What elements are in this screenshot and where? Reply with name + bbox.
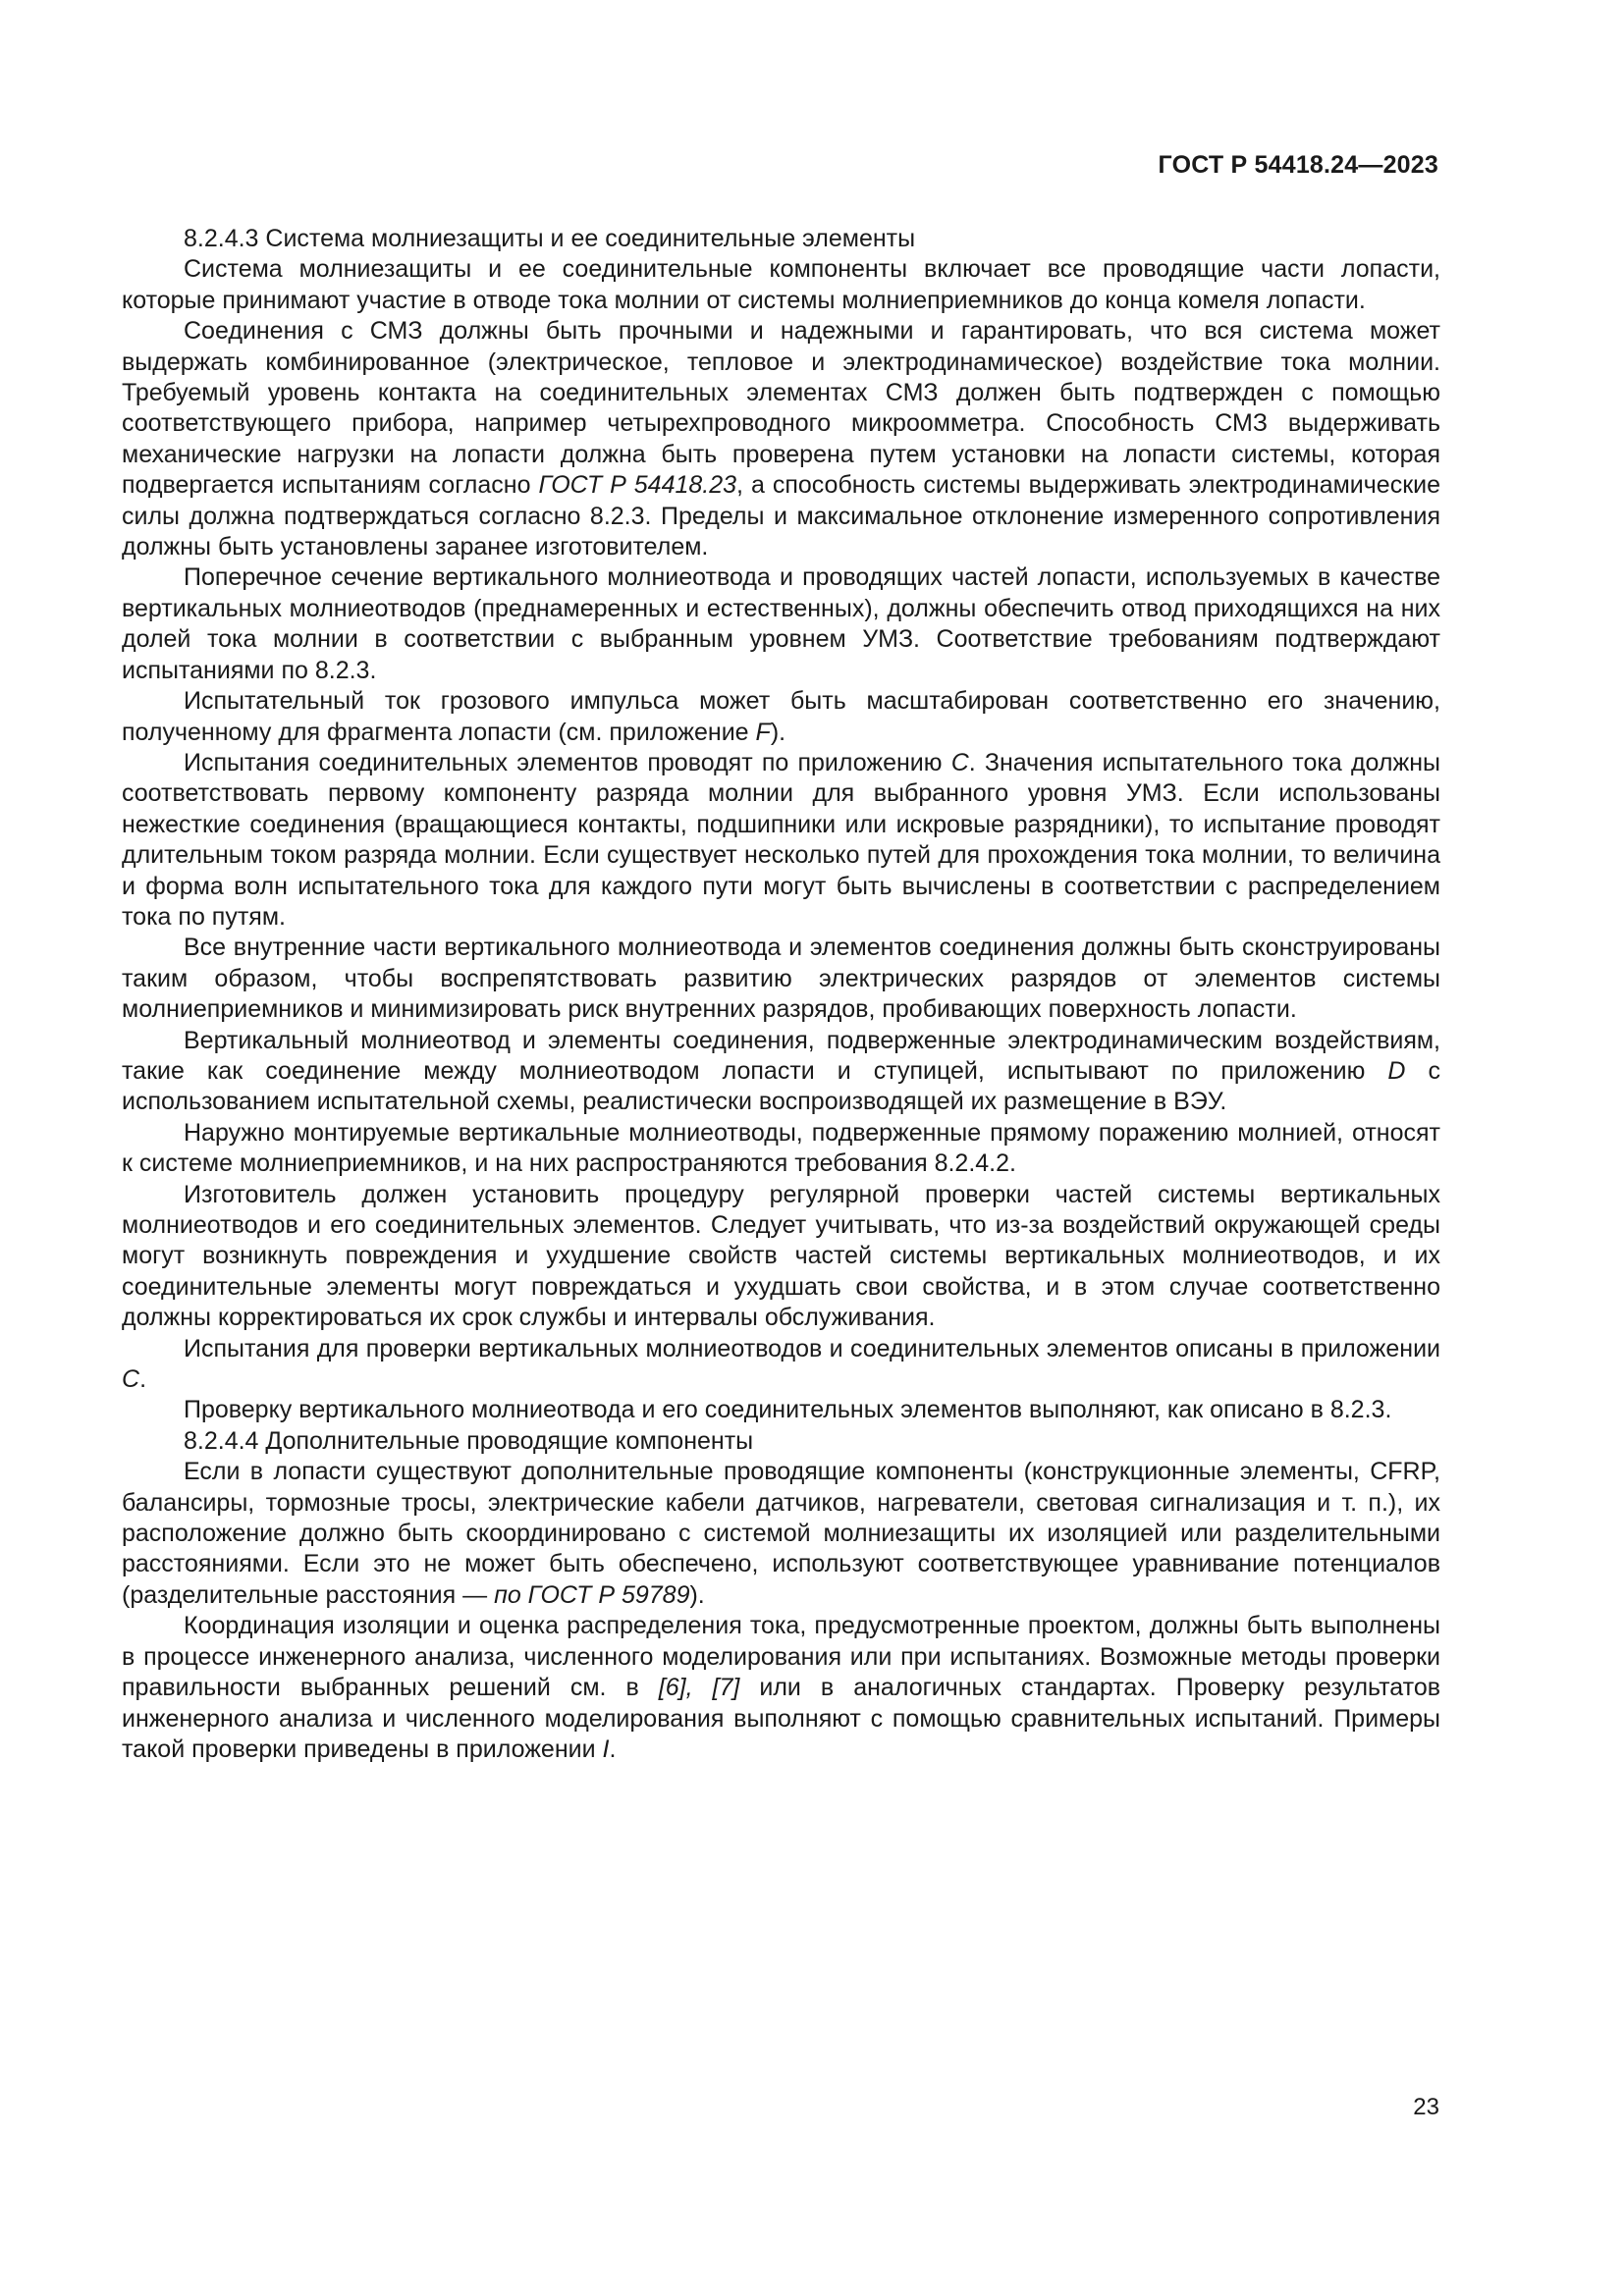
reference: С xyxy=(950,748,969,776)
paragraph: Система молниезащиты и ее соединительные компоненты включает все проводящие части лопасти, которые принимают участие в отводе тока молнии от системы молниеприемников до конца комеля лопасти. xyxy=(122,255,1440,314)
reference: F xyxy=(755,718,771,746)
reference: ГОСТ Р 54418.23 xyxy=(538,471,737,500)
page-number: 23 xyxy=(1413,2094,1439,2120)
paragraph: Соединения с СМЗ должны быть прочными и надежными и гарантировать, что вся система может выдержать комбинированное (электрическое, тепловое и электродинамическое) воздействие тока молнии. Требуемый уровень контакта на соединительных элементах СМЗ должен быть подтвержден с помощью соответствующего прибора, например четырехпроводного микроомметра. Способность СМЗ выдерживать механические нагрузки на лопасти должна быть проверена путем установки на лопасти системы, которая подвергается испытаниям согласно ГОСТ Р 54418.23, а способность системы выдерживать электродинамические силы должна подтверждаться согласно 8.2.3. Пределы и максимальное отклонение измеренного сопротивления должны быть установлены заранее изготовителем. xyxy=(122,317,1440,561)
reference: I xyxy=(602,1735,610,1763)
paragraph: Координация изоляции и оценка распределения тока, предусмотренные проектом, должны быть выполнены в процессе инженерного анализа, численного моделирования или при испытаниях. Возможные методы проверки правильности выбранных решений см. в [6], [7] или в аналогичных стандартах. Проверку результатов инженерного анализа и численного моделирования выполняют с помощью сравнительных испытаний. Примеры такой проверки приведены в приложении I. xyxy=(122,1612,1441,1763)
paragraph: Наружно монтируемые вертикальные молниеотводы, подверженные прямому поражению молнией, относят к системе молниеприемников, и на них распространяются требования 8.2.4.2. xyxy=(122,1118,1440,1178)
document-body xyxy=(122,224,1440,1765)
reference: [6], [7] xyxy=(658,1674,740,1702)
document-header: ГОСТ Р 54418.24—2023 xyxy=(1158,151,1438,179)
paragraph: Проверку вертикального молниеотвода и его соединительных элементов выполняют, как описано в 8.2.3. xyxy=(184,1396,1392,1424)
paragraph: Изготовитель должен установить процедуру регулярной проверки частей системы вертикальных молниеотводов и его соединительных элементов. Следует учитывать, что из-за воздействий окружающей среды могут возникнуть повреждения и ухудшение свойств частей системы вертикальных молниеотводов, и их соединительные элементы могут повреждаться и ухудшать свои свойства, и в этом случае соответственно должны корректироваться их срок службы и интервалы обслуживания. xyxy=(122,1180,1440,1332)
reference: по ГОСТ Р 59789 xyxy=(494,1580,690,1609)
section-heading-8-2-4-4: 8.2.4.4 Дополнительные проводящие компоненты xyxy=(184,1426,754,1455)
paragraph: Вертикальный молниеотвод и элементы соединения, подверженные электродинамическим воздействиям, такие как соединение между молниеотводом лопасти и ступицей, испытывают по приложению D с использованием испытательной схемы, реалистически воспроизводящей их размещение в ВЭУ. xyxy=(122,1026,1440,1116)
paragraph: Испытания соединительных элементов проводят по приложению С. Значения испытательного тока должны соответствовать первому компоненту разряда молнии для выбранного уровня УМЗ. Если использованы нежесткие соединения (вращающиеся контакты, подшипники или искровые разрядники), то испытание проводят длительным током разряда молнии. Если существует несколько путей для прохождения тока молнии, то величина и форма волн испытательного тока для каждого пути могут быть вычислены в соответствии с распределением тока по путям. xyxy=(122,748,1440,931)
section-heading-8-2-4-3: 8.2.4.3 Система молниезащиты и ее соединительные элементы xyxy=(184,225,916,252)
paragraph: Если в лопасти существуют дополнительные проводящие компоненты (конструкционные элементы, CFRP, балансиры, тормозные тросы, электрические кабели датчиков, нагреватели, световая сигнализация и т. п.), их расположение должно быть скоординировано с системой молниезащиты их изоляцией или разделительными расстояниями. Если это не может быть обеспечено, используют соответствующее уравнивание потенциалов (разделительные расстояния — по ГОСТ Р 59789). xyxy=(122,1458,1440,1609)
paragraph: Все внутренние части вертикального молниеотвода и элементов соединения должны быть сконструированы таким образом, чтобы воспрепятствовать развитию электрических разрядов от элементов системы молниеприемников и минимизировать риск внутренних разрядов, пробивающих поверхность лопасти. xyxy=(122,934,1440,1024)
paragraph: Поперечное сечение вертикального молниеотвода и проводящих частей лопасти, используемых в качестве вертикальных молниеотводов (преднамеренных и естественных), должны обеспечить отвод приходящихся на них долей тока молнии в соответствии с выбранным уровнем УМЗ. Соответствие требованиям подтверждают испытаниями по 8.2.3. xyxy=(122,563,1440,684)
reference: D xyxy=(1387,1056,1406,1085)
reference: С xyxy=(122,1365,140,1394)
paragraph: Испытательный ток грозового импульса может быть масштабирован соответственно его значению, полученному для фрагмента лопасти (см. приложение F). xyxy=(122,687,1440,746)
paragraph: Испытания для проверки вертикальных молниеотводов и соединительных элементов описаны в приложении С. xyxy=(122,1334,1440,1394)
